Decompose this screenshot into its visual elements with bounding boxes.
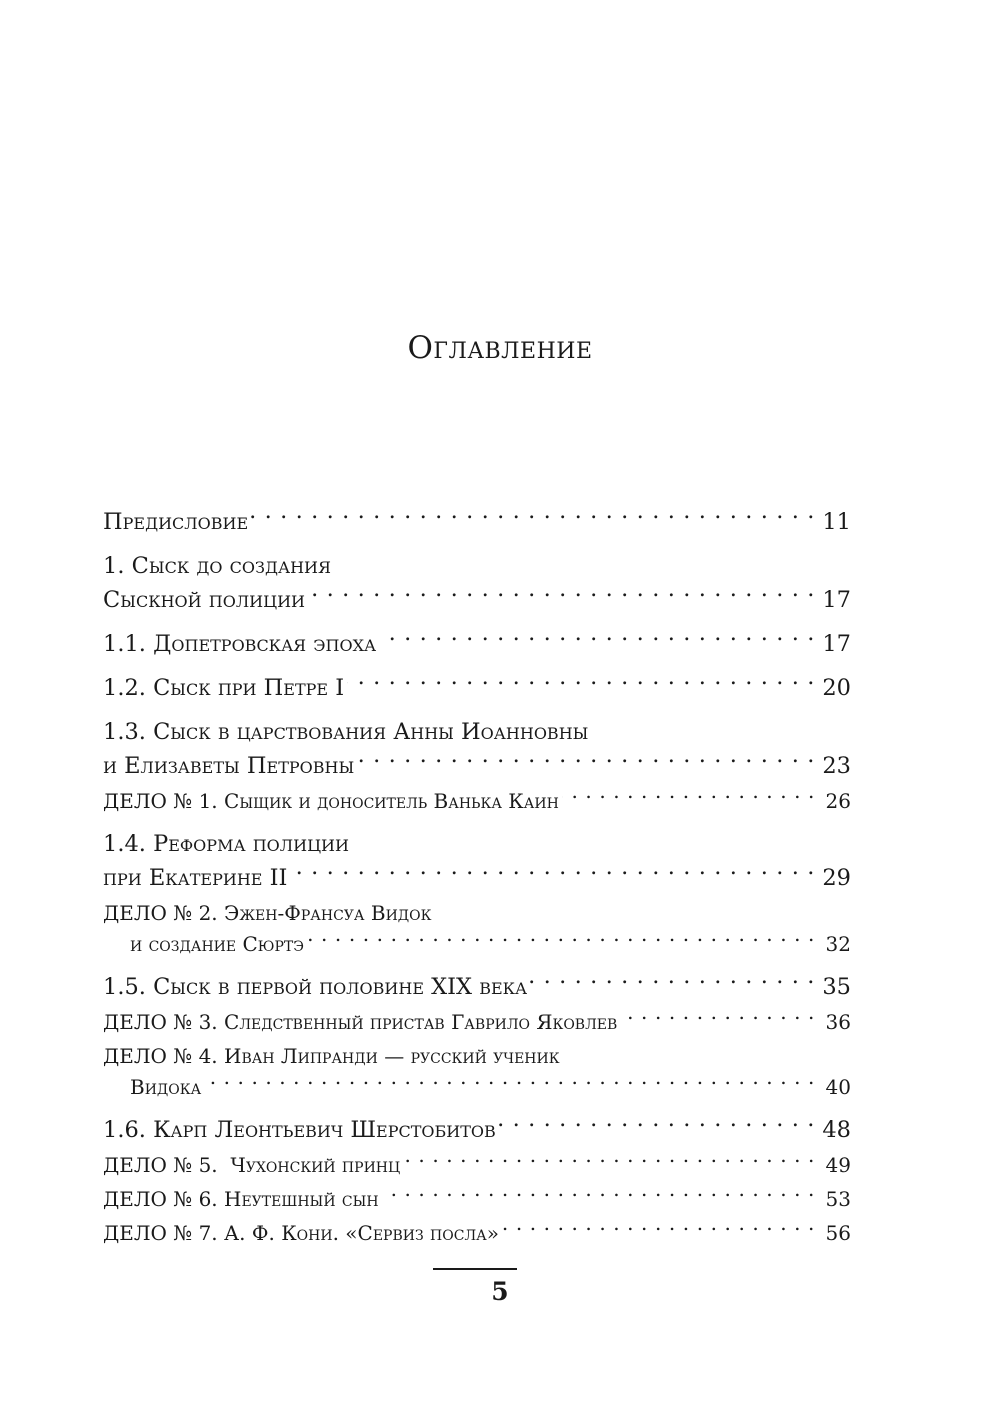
toc-entry-title: 1.1. Допетровская эпоха (103, 631, 377, 657)
toc-entry-title: ДЕЛО № 5. Чухонский принц (103, 1153, 401, 1177)
toc-entry-page: 11 (822, 509, 851, 535)
toc-entry-title: ДЕЛО № 6. Неутешный сын (103, 1187, 379, 1211)
toc-entry-case-5[interactable] (103, 1150, 851, 1181)
toc-entry-page: 36 (825, 1010, 851, 1034)
page-title: Оглавление (407, 330, 593, 366)
dot-leader (502, 1220, 815, 1240)
dot-leader (347, 673, 815, 696)
toc-entry-title: и Елизаветы Петровны (103, 753, 355, 779)
toc-entry-page: 17 (822, 587, 851, 613)
dot-leader (620, 1009, 815, 1029)
dot-leader (499, 1115, 815, 1138)
toc-entry-section-1-4[interactable] (103, 827, 851, 895)
toc-entry-title: Предисловие (103, 509, 249, 535)
dot-leader (251, 507, 815, 530)
toc-entry-title: Видока (130, 1075, 202, 1099)
page-number-rule (433, 1268, 517, 1270)
toc-entry-page: 32 (825, 932, 851, 956)
toc-entry-title-line: ДЕЛО № 4. Иван Липранди — русский ученик (103, 1044, 560, 1068)
toc-entry-section-1-6[interactable] (103, 1113, 851, 1147)
dot-leader (562, 788, 815, 808)
page-number: 5 (491, 1277, 509, 1306)
toc-entry-page: 29 (822, 865, 851, 891)
toc-entry-case-4[interactable] (103, 1041, 851, 1103)
toc-entry-chapter-1[interactable] (103, 549, 851, 617)
toc-entry-case-7[interactable] (103, 1218, 851, 1249)
toc-entry-title-line: 1.3. Сыск в царствования Анны Иоанновны (103, 719, 589, 745)
dot-leader (204, 1074, 815, 1094)
dot-leader (403, 1152, 815, 1172)
toc-entry-title: и создание Сюртэ (130, 932, 304, 956)
toc-entry-title-line: ДЕЛО № 2. Эжен-Франсуа Видок (103, 901, 432, 925)
toc-entry-page: 56 (825, 1221, 851, 1245)
toc-entry-page: 49 (825, 1153, 851, 1177)
dot-leader (379, 629, 815, 652)
toc-entry-title: 1.5. Сыск в первой половине XIX века (103, 974, 528, 1000)
toc-entry-title: Сыскной полиции (103, 587, 305, 613)
toc-entry-page: 48 (822, 1117, 851, 1143)
toc-entry-page: 35 (822, 974, 851, 1000)
toc-entry-case-6[interactable] (103, 1184, 851, 1215)
toc-entry-title: 1.2. Сыск при Петре I (103, 675, 345, 701)
toc-entry-title: ДЕЛО № 3. Следственный пристав Гаврило Яковлев (103, 1010, 618, 1034)
dot-leader (307, 931, 815, 951)
toc-entry-page: 40 (825, 1075, 851, 1099)
dot-leader (530, 972, 815, 995)
toc-entry-case-3[interactable] (103, 1007, 851, 1038)
toc-entry-page: 17 (822, 631, 851, 657)
toc-entry-section-1-2[interactable] (103, 671, 851, 705)
toc-entry-title-line: 1.4. Реформа полиции (103, 831, 349, 857)
toc-entry-preface[interactable] (103, 505, 851, 539)
toc-entry-title: 1.6. Карп Леонтьевич Шерстобитов (103, 1117, 496, 1143)
toc-entry-page: 53 (825, 1187, 851, 1211)
toc-entry-title-line: 1. Сыск до создания (103, 553, 331, 579)
dot-leader (357, 751, 815, 774)
toc-entry-section-1-3[interactable] (103, 715, 851, 783)
toc-entry-page: 23 (822, 753, 851, 779)
dot-leader (290, 863, 815, 886)
table-of-contents (103, 505, 851, 1249)
toc-entry-section-1-5[interactable] (103, 970, 851, 1004)
toc-entry-title: ДЕЛО № 7. А. Ф. Кони. «Сервиз посла» (103, 1221, 499, 1245)
toc-entry-case-2[interactable] (103, 898, 851, 960)
toc-entry-section-1-1[interactable] (103, 627, 851, 661)
toc-entry-title: ДЕЛО № 1. Сыщик и доноситель Ванька Каин (103, 789, 559, 813)
dot-leader (382, 1186, 815, 1206)
dot-leader (308, 585, 815, 608)
toc-entry-title: при Екатерине II (103, 865, 288, 891)
toc-entry-page: 20 (822, 675, 851, 701)
toc-entry-case-1[interactable] (103, 786, 851, 817)
toc-entry-page: 26 (825, 789, 851, 813)
